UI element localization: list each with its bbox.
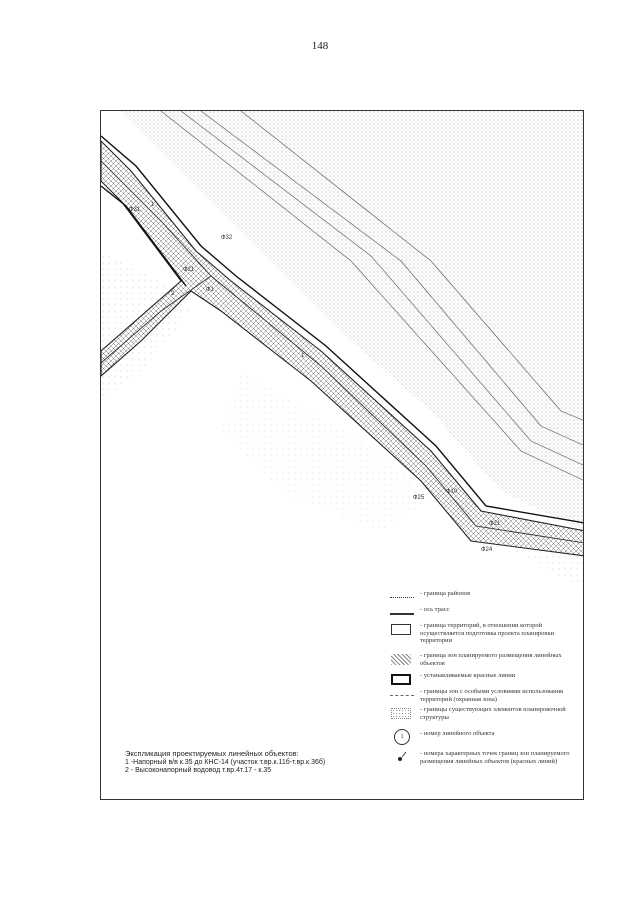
legend-item: - границы зон с особыми условиями использования территорий (охранная зона) (390, 688, 580, 703)
point-label: Ф21 (489, 521, 501, 527)
explication-line: 1 -Напорный в/в к.35 до КНС-14 (участок т.вр.к.11б-т.вр.к.36б) (125, 758, 326, 766)
explication-line: 2 - Высоконапорный водовод т.вр.4т.17 - к.35 (125, 767, 272, 774)
object-number-icon: 1 (394, 729, 410, 745)
point-label: Ф1 (206, 287, 214, 293)
explication (125, 750, 395, 776)
legend-item: - ось трасс (390, 606, 580, 621)
legend-item: - границы существующих элементов планировочной структуры (390, 706, 580, 721)
special-zone-icon (390, 695, 414, 696)
district-boundary-icon (390, 597, 414, 598)
red-lines-icon (391, 674, 411, 685)
point-label: Ф32 (221, 235, 233, 241)
legend-item: - устанавливаемые красные линии (390, 672, 580, 687)
legend-item: - номера характерных точек границ зон планируемого размещения линейных объектов (красных линий) (390, 750, 580, 765)
territory-boundary-icon (391, 624, 411, 635)
legend-item: - граница зон планируемого размещения линейных объектов (390, 652, 580, 667)
point-label: Ф21 (183, 267, 195, 273)
point-label: Ф31 (129, 207, 141, 213)
route-axis-icon (390, 613, 414, 615)
object-label: 1 (151, 202, 155, 208)
existing-elements-icon (391, 708, 411, 719)
point-label: Ф24 (481, 547, 493, 553)
legend-item: 1 - номер линейного объекта (390, 730, 580, 745)
point-label: Ф10 (446, 489, 458, 495)
placement-zone-icon (391, 654, 411, 665)
page-number: 148 (311, 40, 329, 52)
legend-item: - граница территорий, в отношении которой осуществляется подготовка проекта планировки территории (390, 622, 580, 645)
object-label: 1 (301, 353, 305, 359)
object-label: 2 (171, 291, 175, 297)
explication-title: Экспликация проектируемых линейных объектов: (125, 749, 299, 758)
point-label: Ф25 (413, 495, 425, 501)
legend-item: - граница районов (390, 590, 580, 605)
